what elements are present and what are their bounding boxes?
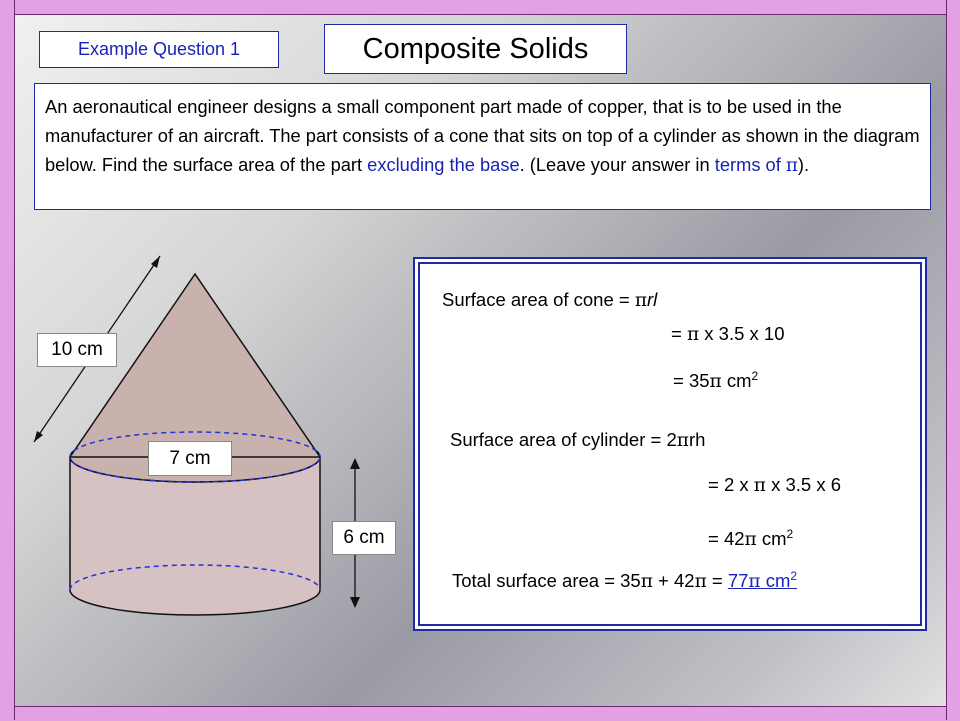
cylinder-result-unit: cm bbox=[761, 528, 787, 550]
question-part1: An aeronautical engineer designs a small component part made of copper, that is to be used in the manufacturer of an aircraft. The part consists of a cone that sits on top of a cylinder as shown in the diagram below. Find the surface area of the part bbox=[45, 96, 920, 175]
question-terms-of-text: terms of bbox=[714, 154, 781, 175]
cylinder-substitution-suffix: x 3.5 x 6 bbox=[771, 474, 842, 495]
example-label: Example Question 1 bbox=[39, 31, 279, 68]
cone-substitution-line bbox=[671, 323, 784, 345]
slant-height-label: 10 cm bbox=[37, 333, 117, 367]
cone-substitution-suffix: x 3.5 x 10 bbox=[704, 323, 785, 344]
cylinder-result-line bbox=[708, 527, 793, 550]
question-highlight-excluding-base: excluding the base bbox=[367, 154, 520, 175]
page-title: Composite Solids bbox=[324, 24, 627, 74]
total-equals: = bbox=[711, 570, 723, 592]
total-answer bbox=[728, 570, 797, 591]
total-answer-number: 77 bbox=[727, 570, 749, 592]
total-answer-unit: cm bbox=[765, 570, 791, 592]
diameter-label: 7 cm bbox=[148, 441, 232, 476]
cylinder-result-prefix: = 42 bbox=[708, 528, 745, 550]
cylinder-substitution-prefix: = 2 x bbox=[708, 474, 749, 495]
total-prefix: Total surface area = 35 bbox=[452, 570, 641, 592]
question-part3: ). bbox=[797, 154, 810, 175]
pi-symbol: π bbox=[748, 571, 761, 593]
cylinder-formula-suffix: rh bbox=[688, 429, 706, 450]
pi-symbol: π bbox=[744, 529, 757, 551]
pi-symbol: π bbox=[709, 371, 722, 393]
pi-symbol: π bbox=[753, 475, 766, 496]
cone-formula-line bbox=[442, 289, 657, 311]
total-surface-area-line bbox=[452, 569, 797, 592]
pi-symbol: π bbox=[686, 324, 700, 345]
squared-superscript: 2 bbox=[790, 569, 798, 583]
cylinder-formula-prefix: Surface area of cylinder = 2 bbox=[450, 429, 677, 450]
total-mid: + 42 bbox=[658, 570, 695, 592]
pi-symbol: π bbox=[634, 290, 648, 311]
pi-symbol: π bbox=[694, 571, 707, 593]
cylinder-substitution-line bbox=[708, 474, 841, 496]
cone-result-unit: cm bbox=[726, 370, 752, 392]
cylinder-formula-line bbox=[450, 429, 705, 451]
cone-substitution-prefix: = bbox=[671, 323, 682, 344]
cone-formula-suffix: rl bbox=[647, 289, 658, 310]
pi-symbol: π bbox=[640, 571, 653, 593]
cone-result-line bbox=[673, 369, 758, 392]
height-label: 6 cm bbox=[332, 521, 396, 555]
squared-superscript: 2 bbox=[751, 369, 759, 383]
solution-panel bbox=[413, 257, 927, 631]
squared-superscript: 2 bbox=[786, 527, 794, 541]
cone-result-prefix: = 35 bbox=[673, 370, 710, 392]
cone-formula-prefix: Surface area of cone = bbox=[442, 289, 630, 310]
question-part2: . (Leave your answer in bbox=[519, 154, 710, 175]
pi-symbol: π bbox=[676, 430, 689, 451]
pi-symbol: π bbox=[785, 155, 798, 176]
